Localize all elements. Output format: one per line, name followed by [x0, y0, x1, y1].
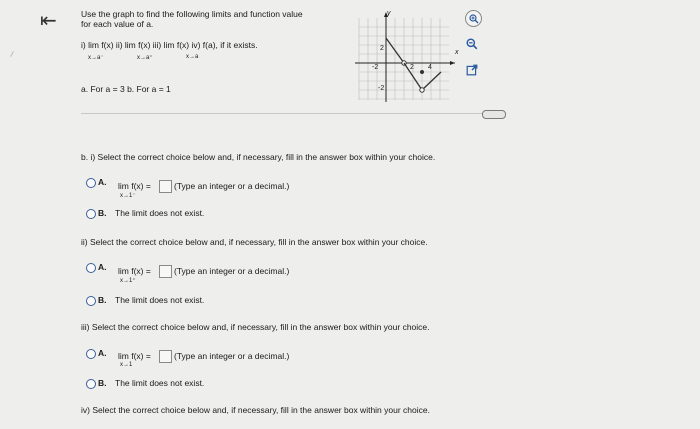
q3-lim-text: lim f(x) = [118, 351, 151, 361]
q1-option-a-label: A. [98, 177, 107, 187]
q3-option-b-label: B. [98, 378, 107, 388]
external-link-icon [466, 64, 478, 76]
q1-option-b-label: B. [98, 208, 107, 218]
q2-option-b-radio[interactable] [86, 296, 96, 306]
q1-hint: (Type an integer or a decimal.) [174, 181, 290, 191]
back-arrow-icon[interactable]: ⇤ [40, 10, 57, 32]
q2-header: ii) Select the correct choice below and, if necessary, fill in the answer box within your choice. [81, 237, 428, 247]
q2-lim-text: lim f(x) = [118, 266, 151, 276]
q1-option-b-radio[interactable] [86, 209, 96, 219]
q3-header: iii) Select the correct choice below and, if necessary, fill in the answer box within your choice. [81, 322, 430, 332]
y-tick-2: 2 [380, 45, 384, 52]
zoom-out-icon [466, 38, 478, 50]
more-button[interactable] [482, 110, 506, 119]
q1-lim-sub: x→1⁻ [120, 193, 136, 199]
open-point-2 [420, 88, 424, 92]
zoom-out-button[interactable] [466, 37, 478, 55]
zoom-in-icon [469, 14, 479, 24]
question-line-2: for each value of a. [81, 19, 154, 29]
q1-option-b-text: The limit does not exist. [115, 208, 205, 218]
function-graph [355, 10, 460, 102]
q2-hint: (Type an integer or a decimal.) [174, 266, 290, 276]
q3-answer-box[interactable] [159, 350, 172, 363]
q1-option-a-radio[interactable] [86, 178, 96, 188]
y-tick-neg2: -2 [378, 85, 385, 92]
q1-answer-box[interactable] [159, 180, 172, 193]
q3-hint: (Type an integer or a decimal.) [174, 351, 290, 361]
x-tick-4: 4 [428, 64, 432, 71]
q1-lim-text: lim f(x) = [118, 181, 151, 191]
q3-option-a-radio[interactable] [86, 349, 96, 359]
x-tick-neg2: -2 [372, 64, 379, 71]
limit-sub-right: x→a⁺ [137, 55, 153, 61]
q2-option-b-label: B. [98, 295, 107, 305]
q2-lim-sub: x→1⁺ [120, 278, 136, 284]
popout-button[interactable] [466, 63, 478, 81]
q3-option-b-radio[interactable] [86, 379, 96, 389]
q3-option-a-label: A. [98, 348, 107, 358]
x-tick-2: 2 [410, 64, 414, 71]
q4-header: iv) Select the correct choice below and, if necessary, fill in the answer box within your choice. [81, 405, 430, 415]
question-parts: i) lim f(x) ii) lim f(x) iii) lim f(x) iv) f(a), if it exists. [81, 40, 258, 50]
closed-point [420, 70, 424, 74]
question-line-1: Use the graph to find the following limits and function value [81, 9, 303, 19]
zoom-in-button[interactable] [465, 10, 482, 27]
limit-sub-left: x→a⁻ [88, 55, 104, 61]
section-divider [81, 113, 505, 114]
q3-lim-sub: x→1 [120, 362, 133, 368]
q2-option-a-radio[interactable] [86, 263, 96, 273]
part-b-header: b. i) Select the correct choice below and, if necessary, fill in the answer box within your choice. [81, 152, 436, 162]
q2-option-a-label: A. [98, 262, 107, 272]
part-a-text: a. For a = 3 b. For a = 1 [81, 84, 171, 94]
y-axis-label: y [387, 10, 391, 17]
q2-answer-box[interactable] [159, 265, 172, 278]
decorative-mark [10, 51, 21, 61]
q2-option-b-text: The limit does not exist. [115, 295, 205, 305]
x-axis-label: x [455, 49, 459, 56]
q3-option-b-text: The limit does not exist. [115, 378, 205, 388]
limit-sub-two: x→a [186, 54, 199, 60]
